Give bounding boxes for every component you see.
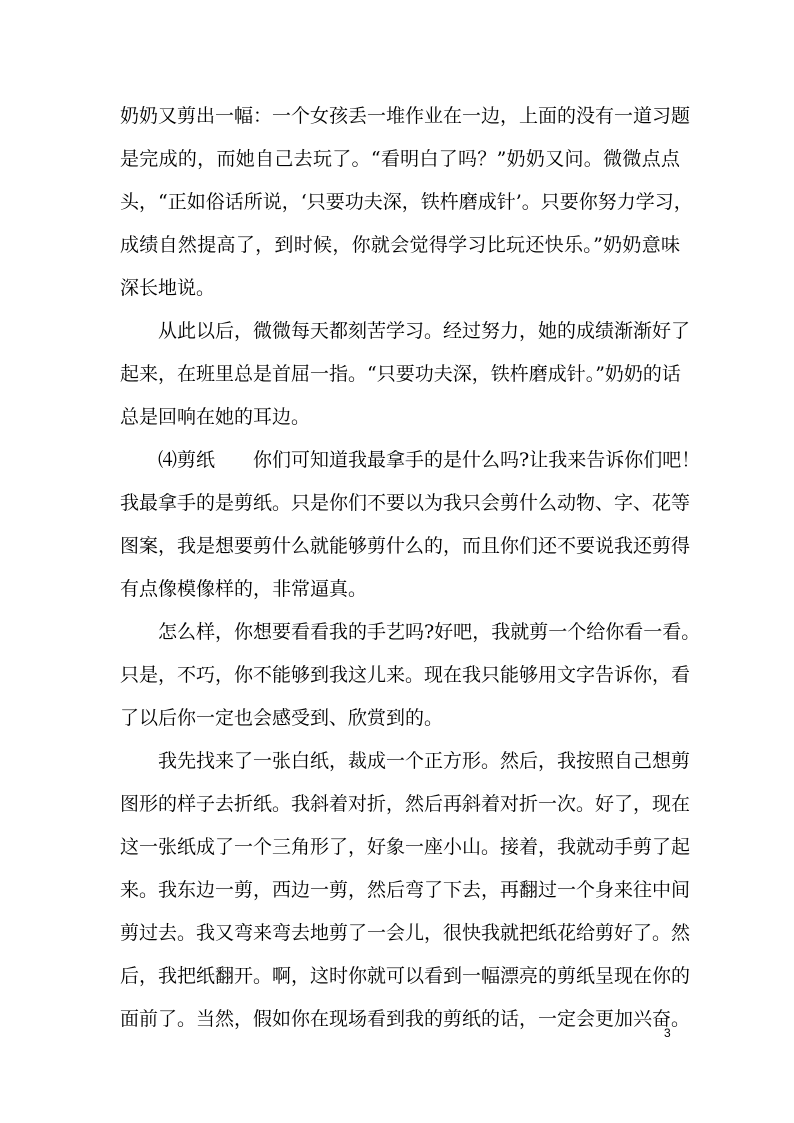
paragraph-5-line-1: 我先找来了一张白纸，裁成一个正方形。然后，我按照自己想剪 [158, 750, 691, 772]
paragraph-1-line-5: 深长地说。 [120, 277, 216, 299]
paragraph-1-line-1: 奶奶又剪出一幅：一个女孩丢一堆作业在一边，上面的没有一道习题 [120, 105, 691, 127]
paragraph-3-line-4: 有点像模像样的，非常逼真。 [120, 578, 368, 600]
paragraph-5-line-6: 后，我把纸翻开。啊，这时你就可以看到一幅漂亮的剪纸呈现在你的 [120, 965, 691, 987]
paragraph-1-line-4: 成绩自然提高了，到时候，你就会觉得学习比玩还快乐。”奶奶意味 [120, 234, 680, 256]
paragraph-5-line-5: 剪过去。我又弯来弯去地剪了一会儿，很快我就把纸花给剪好了。然 [120, 922, 691, 944]
paragraph-3-line-3: 图案，我是想要剪什么就能够剪什么的，而且你们还不要说我还剪得 [120, 535, 691, 557]
paragraph-5-line-2: 图形的样子去折纸。我斜着对折，然后再斜着对折一次。好了，现在 [120, 793, 691, 815]
paragraph-4-line-3: 了以后你一定也会感受到、欣赏到的。 [120, 707, 444, 729]
paragraph-4-line-2: 只是，不巧，你不能够到我这儿来。现在我只能够用文字告诉你，看 [120, 664, 691, 686]
paragraph-3-line-1: ⑷剪纸 你们可知道我最拿手的是什么吗?让我来告诉你们吧！ [158, 449, 701, 471]
paragraph-2-line-3: 总是回响在她的耳边。 [120, 406, 311, 428]
paragraph-1-line-2: 是完成的，而她自己去玩了。“看明白了吗？”奶奶又问。微微点点 [120, 148, 680, 170]
page-number: 3 [664, 1026, 671, 1040]
paragraph-2-line-2: 起来，在班里总是首屈一指。“只要功夫深，铁杵磨成针。”奶奶的话 [120, 363, 681, 385]
paragraph-5-line-4: 来。我东边一剪，西边一剪，然后弯了下去，再翻过一个身来往中间 [120, 879, 691, 901]
paragraph-1-line-3: 头，“正如俗话所说，‘只要功夫深，铁杵磨成针’。只要你努力学习， [120, 191, 693, 213]
paragraph-5-line-7: 面前了。当然，假如你在现场看到我的剪纸的话，一定会更加兴奋。 [120, 1008, 691, 1030]
paragraph-5-line-3: 这一张纸成了一个三角形了，好象一座小山。接着，我就动手剪了起 [120, 836, 691, 858]
paragraph-4-line-1: 怎么样，你想要看看我的手艺吗?好吧，我就剪一个给你看一看。 [158, 621, 701, 643]
paragraph-2-line-1: 从此以后，微微每天都刻苦学习。经过努力，她的成绩渐渐好了 [158, 320, 691, 342]
paragraph-3-line-2: 我最拿手的是剪纸。只是你们不要以为我只会剪什么动物、字、花等 [120, 492, 691, 514]
